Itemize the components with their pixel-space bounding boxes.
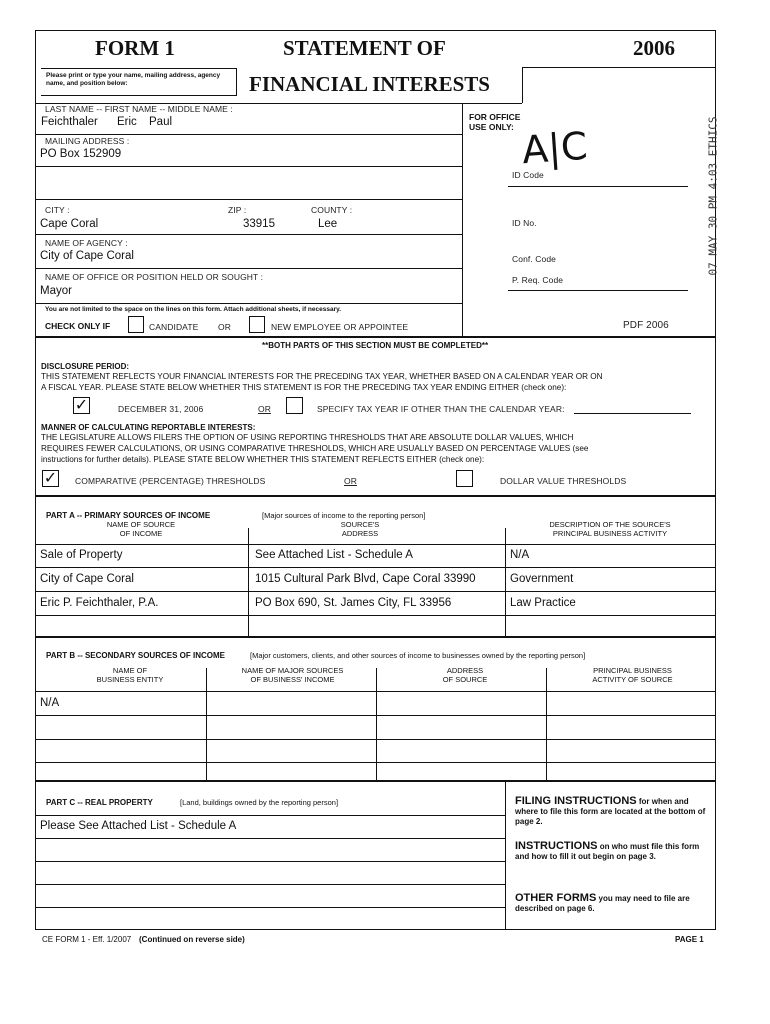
city-label: CITY : xyxy=(45,205,70,215)
december-checkbox[interactable]: ✓ xyxy=(74,397,89,414)
id-no-label: ID No. xyxy=(512,218,537,228)
manner-text-2: REQUIRES FEWER CALCULATIONS, OR USING COMPARATIVE THRESHOLDS, WHICH ARE USUALLY BASED ON PERCENTAGE VALUES (see xyxy=(41,444,589,453)
part-a-col3-header: DESCRIPTION OF THE SOURCE'S PRINCIPAL BUSINESS ACTIVITY xyxy=(549,520,671,538)
part-a-heading: PART A -- PRIMARY SOURCES OF INCOME xyxy=(46,511,211,520)
other-forms-note: OTHER FORMS you may need to file are described on page 6. xyxy=(515,892,690,913)
space-note: You are not limited to the space on the lines on this form. Attach additional sheets, if necessary. xyxy=(45,306,342,313)
manner-text-1: THE LEGISLATURE ALLOWS FILERS THE OPTION OF USING REPORTING THRESHOLDS THAT ARE ABSOLUTE DOLLAR VALUES, WHICH xyxy=(41,433,574,442)
corner-line-v xyxy=(522,67,523,103)
section-divider-1 xyxy=(35,336,716,338)
check-only-label: CHECK ONLY IF xyxy=(45,321,111,331)
comparative-label: COMPARATIVE (PERCENTAGE) THRESHOLDS xyxy=(75,476,266,486)
handwritten-initials: A|C xyxy=(520,123,589,173)
part-b-heading: PART B -- SECONDARY SOURCES OF INCOME xyxy=(46,651,225,660)
zip-value: 33915 xyxy=(243,218,275,230)
candidate-label: CANDIDATE xyxy=(149,322,199,332)
footer-continued: (Continued on reverse side) xyxy=(139,935,245,944)
period-text-2: A FISCAL YEAR. PLEASE STATE BELOW WHETHER THIS STATEMENT IS FOR THE PRECEDING TAX YEAR ENDING EITHER (check one): xyxy=(41,383,567,392)
corner-line xyxy=(522,67,716,68)
specify-label: SPECIFY TAX YEAR IF OTHER THAN THE CALENDAR YEAR: xyxy=(317,404,565,414)
part-b-note: [Major customers, clients, and other sources of income to businesses owned by the reporting person] xyxy=(250,651,586,660)
part-a-row2-name: City of Cape Coral xyxy=(40,573,134,585)
specify-line[interactable] xyxy=(574,413,691,414)
form-title-line2: FINANCIAL INTERESTS xyxy=(249,72,490,96)
agency-value: City of Cape Coral xyxy=(40,250,134,262)
part-b-col2-header: NAME OF MAJOR SOURCES OF BUSINESS' INCOME xyxy=(241,666,344,684)
part-c-heading: PART C -- REAL PROPERTY xyxy=(46,798,153,807)
zip-label: ZIP : xyxy=(228,205,247,215)
name-middle: Paul xyxy=(149,116,173,128)
form-number: FORM 1 xyxy=(95,36,175,60)
period-heading: DISCLOSURE PERIOD: xyxy=(41,362,130,371)
manner-text-3: instructions for further details). PLEASE STATE BELOW WHETHER THIS STATEMENT REFLECTS EITHER (check one): xyxy=(41,455,485,464)
instruction-text: Please print or type your name, mailing address, agency name, and position below: xyxy=(46,72,221,87)
part-b-col1-header: NAME OF BUSINESS ENTITY xyxy=(96,666,164,684)
name-last: Feichthaler xyxy=(41,116,98,128)
part-a-col1-header: NAME OF SOURCE OF INCOME xyxy=(106,520,176,538)
filing-instructions: FILING INSTRUCTIONS for when and where to file this form are located at the bottom of page 2. xyxy=(515,795,706,826)
form-title-line1: STATEMENT OF xyxy=(283,36,446,60)
footer-page: PAGE 1 xyxy=(675,935,704,944)
new-employee-label: NEW EMPLOYEE OR APPOINTEE xyxy=(271,322,409,332)
county-label: COUNTY : xyxy=(311,205,353,215)
office-use-label2: USE ONLY: xyxy=(469,122,514,132)
name-label: LAST NAME -- FIRST NAME -- MIDDLE NAME : xyxy=(45,104,233,114)
period-text-1: THIS STATEMENT REFLECTS YOUR FINANCIAL INTERESTS FOR THE PRECEDING TAX YEAR, WHETHER BASED ON A CALENDAR YEAR OR ON xyxy=(41,372,603,381)
part-a-row2-activity: Government xyxy=(510,573,574,585)
manner-or: OR xyxy=(344,476,357,486)
dollar-checkbox[interactable] xyxy=(456,470,473,487)
new-employee-checkbox[interactable] xyxy=(249,316,265,333)
agency-label: NAME OF AGENCY : xyxy=(45,238,128,248)
part-a-col2-header: SOURCE'S ADDRESS xyxy=(340,520,380,538)
section-divider-2 xyxy=(35,495,716,497)
office-use-label1: FOR OFFICE xyxy=(469,112,521,122)
part-a-row1-address: See Attached List - Schedule A xyxy=(255,549,413,561)
period-or: OR xyxy=(258,404,271,414)
part-b-col3-header: ADDRESS OF SOURCE xyxy=(442,666,488,684)
office-label: NAME OF OFFICE OR POSITION HELD OR SOUGHT : xyxy=(45,272,264,282)
part-a-row3-activity: Law Practice xyxy=(510,597,576,609)
county-value: Lee xyxy=(318,218,338,230)
footer-form-id: CE FORM 1 - Eff. 1/2007 xyxy=(42,935,132,944)
part-a-row1-activity: N/A xyxy=(510,549,530,561)
comparative-checkbox[interactable]: ✓ xyxy=(43,470,58,487)
part-b-col4-header: PRINCIPAL BUSINESS ACTIVITY OF SOURCE xyxy=(592,666,673,684)
part-a-row3-address: PO Box 690, St. James City, FL 33956 xyxy=(255,597,452,609)
fiscal-year-checkbox[interactable] xyxy=(286,397,303,414)
instructions-note: INSTRUCTIONS on who must file this form and how to fill it out begin on page 3. xyxy=(515,840,700,861)
dollar-label: DOLLAR VALUE THRESHOLDS xyxy=(500,476,627,486)
pdf-label: PDF 2006 xyxy=(623,320,669,331)
both-parts-note: **BOTH PARTS OF THIS SECTION MUST BE COMPLETED** xyxy=(262,341,489,350)
candidate-or: OR xyxy=(218,322,231,332)
mailing-value: PO Box 152909 xyxy=(40,148,122,160)
p-req-code-label: P. Req. Code xyxy=(512,275,564,285)
part-c-row1: Please See Attached List - Schedule A xyxy=(40,820,237,832)
part-a-row2-address: 1015 Cultural Park Blvd, Cape Coral 33990 xyxy=(255,573,476,585)
december-label: DECEMBER 31, 2006 xyxy=(118,404,204,414)
name-first: Eric xyxy=(117,116,137,128)
filer-divider xyxy=(462,103,463,336)
id-code-label: ID Code xyxy=(512,170,544,180)
received-stamp: 07 MAY 30 PM 4:03 ETHICS xyxy=(706,116,720,276)
form-year: 2006 xyxy=(633,36,675,60)
part-c-note: [Land, buildings owned by the reporting person] xyxy=(180,798,339,807)
manner-heading: MANNER OF CALCULATING REPORTABLE INTERESTS: xyxy=(41,423,256,432)
candidate-checkbox[interactable] xyxy=(128,316,144,333)
part-b-row1-entity: N/A xyxy=(40,697,60,709)
mailing-label: MAILING ADDRESS : xyxy=(45,136,130,146)
city-value: Cape Coral xyxy=(40,218,99,230)
part-a-note: [Major sources of income to the reporting person] xyxy=(262,511,426,520)
part-a-row3-name: Eric P. Feichthaler, P.A. xyxy=(40,597,159,609)
conf-code-label: Conf. Code xyxy=(512,254,556,264)
part-a-row1-name: Sale of Property xyxy=(40,549,123,561)
office-value: Mayor xyxy=(40,285,72,297)
